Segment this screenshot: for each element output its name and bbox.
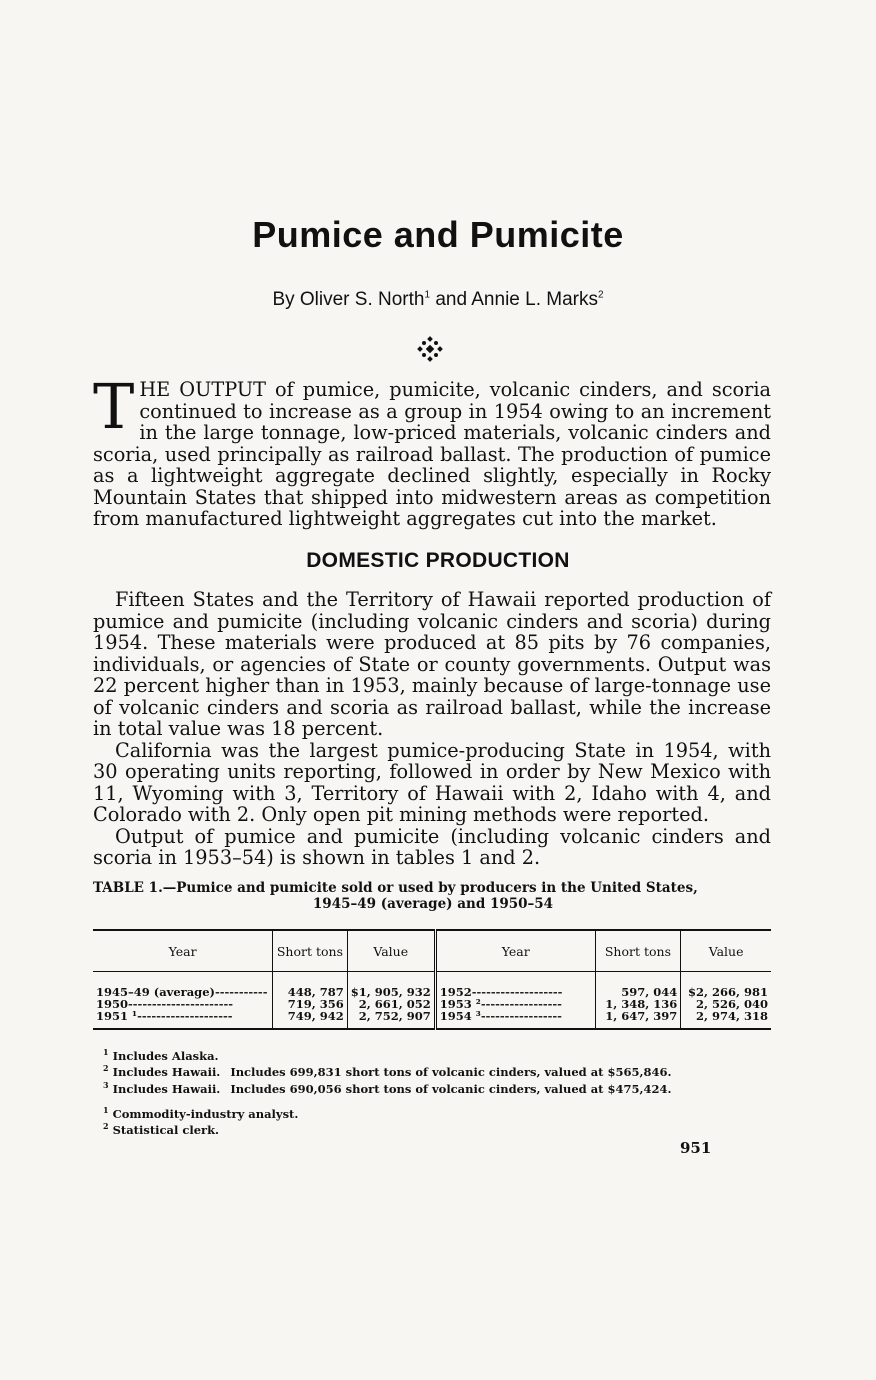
value-cell: 2, 752, 907 bbox=[347, 1010, 435, 1029]
table-footnotes bbox=[103, 1046, 672, 1095]
short-tons-cell: 719, 356 bbox=[273, 998, 348, 1010]
table-caption bbox=[93, 880, 773, 912]
year-cell: 1952------------------- bbox=[435, 972, 595, 999]
page-number: 951 bbox=[680, 1139, 712, 1157]
value-cell: 2, 526, 040 bbox=[681, 998, 771, 1010]
value-cell: $1, 905, 932 bbox=[347, 972, 435, 999]
author-2-note-mark: 2 bbox=[597, 289, 604, 301]
intro-text: HE OUTPUT of pumice, pumicite, volcanic cinders, and scoria continued to increase as a group in 1954 owing to an increment in the large tonnage, low-priced materials, volcanic cinders and scoria, used principally as railroad ballast. The production of pumice as a lightweight aggregate declined slightly, especially in Rocky Mountain States that shipped into midwestern areas as competition from manufactured lightweight aggregates cut into the market. bbox=[93, 378, 771, 530]
table-footnote: $^2$ Includes Hawaii. Includes 699,831 short tons of volcanic cinders, valued at $565,846. bbox=[103, 1063, 672, 1080]
author-2: and Annie L. Marks bbox=[435, 289, 598, 310]
paragraph: Output of pumice and pumicite (including volcanic cinders and scoria in 1953–54) is shown in tables 1 and 2. bbox=[93, 824, 771, 869]
table-footnote: $^3$ Includes Hawaii. Includes 690,056 short tons of volcanic cinders, valued at $475,424. bbox=[103, 1079, 672, 1096]
column-header-value: Value bbox=[347, 930, 435, 972]
short-tons-cell: 1, 348, 136 bbox=[595, 998, 681, 1010]
column-header-short-tons: Short tons bbox=[273, 930, 348, 972]
page-title: Pumice and Pumicite bbox=[252, 214, 624, 255]
author-footnote: $^1$ Commodity-industry analyst. bbox=[103, 1105, 299, 1121]
drop-cap: T bbox=[93, 370, 135, 443]
table-caption-line-2: 1945–49 (average) and 1950–54 bbox=[312, 896, 554, 912]
author-1-note-mark: 1 bbox=[424, 289, 431, 301]
byline bbox=[0, 289, 876, 311]
section-heading: DOMESTIC PRODUCTION bbox=[306, 549, 570, 572]
production-table bbox=[93, 929, 771, 1030]
intro-paragraph bbox=[93, 370, 771, 530]
short-tons-cell: 1, 647, 397 bbox=[595, 1010, 681, 1029]
ornament-icon bbox=[417, 336, 443, 362]
table-row bbox=[93, 1010, 771, 1029]
column-header-year: Year bbox=[435, 930, 595, 972]
value-cell: 2, 661, 052 bbox=[347, 998, 435, 1010]
short-tons-cell: 597, 044 bbox=[595, 972, 681, 999]
paragraph: California was the largest pumice-producing State in 1954, with 30 operating units reporting, followed in order by New Mexico with 11, Wyoming with 3, Territory of Hawaii with 2, Idaho with 4, and Colorado with 2. Only open pit mining methods were reported. bbox=[93, 738, 771, 826]
domestic-production-body bbox=[93, 589, 771, 869]
value-cell: 2, 974, 318 bbox=[681, 1010, 771, 1029]
author-footnote: $^2$ Statistical clerk. bbox=[103, 1121, 220, 1138]
table-footnote: $^1$ Includes Alaska. bbox=[103, 1047, 219, 1063]
year-cell: 1950---------------------- bbox=[96, 997, 234, 1011]
value-cell: $2, 266, 981 bbox=[681, 972, 771, 999]
year-cell: 1951 ¹-------------------- bbox=[93, 1010, 273, 1029]
column-header-value: Value bbox=[681, 930, 771, 972]
year-cell: 1954 ³----------------- bbox=[435, 1010, 595, 1029]
table-caption-line-1: TABLE 1.—Pumice and pumicite sold or used by producers in the United States, bbox=[93, 880, 698, 896]
year-cell: 1945–49 (average)----------- bbox=[96, 985, 268, 999]
year-cell: 1953 ²----------------- bbox=[435, 998, 595, 1010]
column-header-short-tons: Short tons bbox=[595, 930, 681, 972]
author-footnotes bbox=[103, 1104, 298, 1137]
short-tons-cell: 448, 787 bbox=[273, 972, 348, 999]
table-row bbox=[93, 972, 771, 999]
column-header-year: Year bbox=[93, 930, 273, 972]
paragraph: Fifteen States and the Territory of Hawaii reported production of pumice and pumicite (including volcanic cinders and scoria) during 1954. These materials were produced at 85 pits by 76 companies, individuals, or agencies of State or county governments. Output was 22 percent higher than in 1953, mainly because of large-tonnage use of volcanic cinders and scoria as railroad ballast, while the increase in total value was 18 percent. bbox=[93, 588, 771, 740]
author-1: By Oliver S. North bbox=[272, 289, 425, 310]
short-tons-cell: 749, 942 bbox=[273, 1010, 348, 1029]
